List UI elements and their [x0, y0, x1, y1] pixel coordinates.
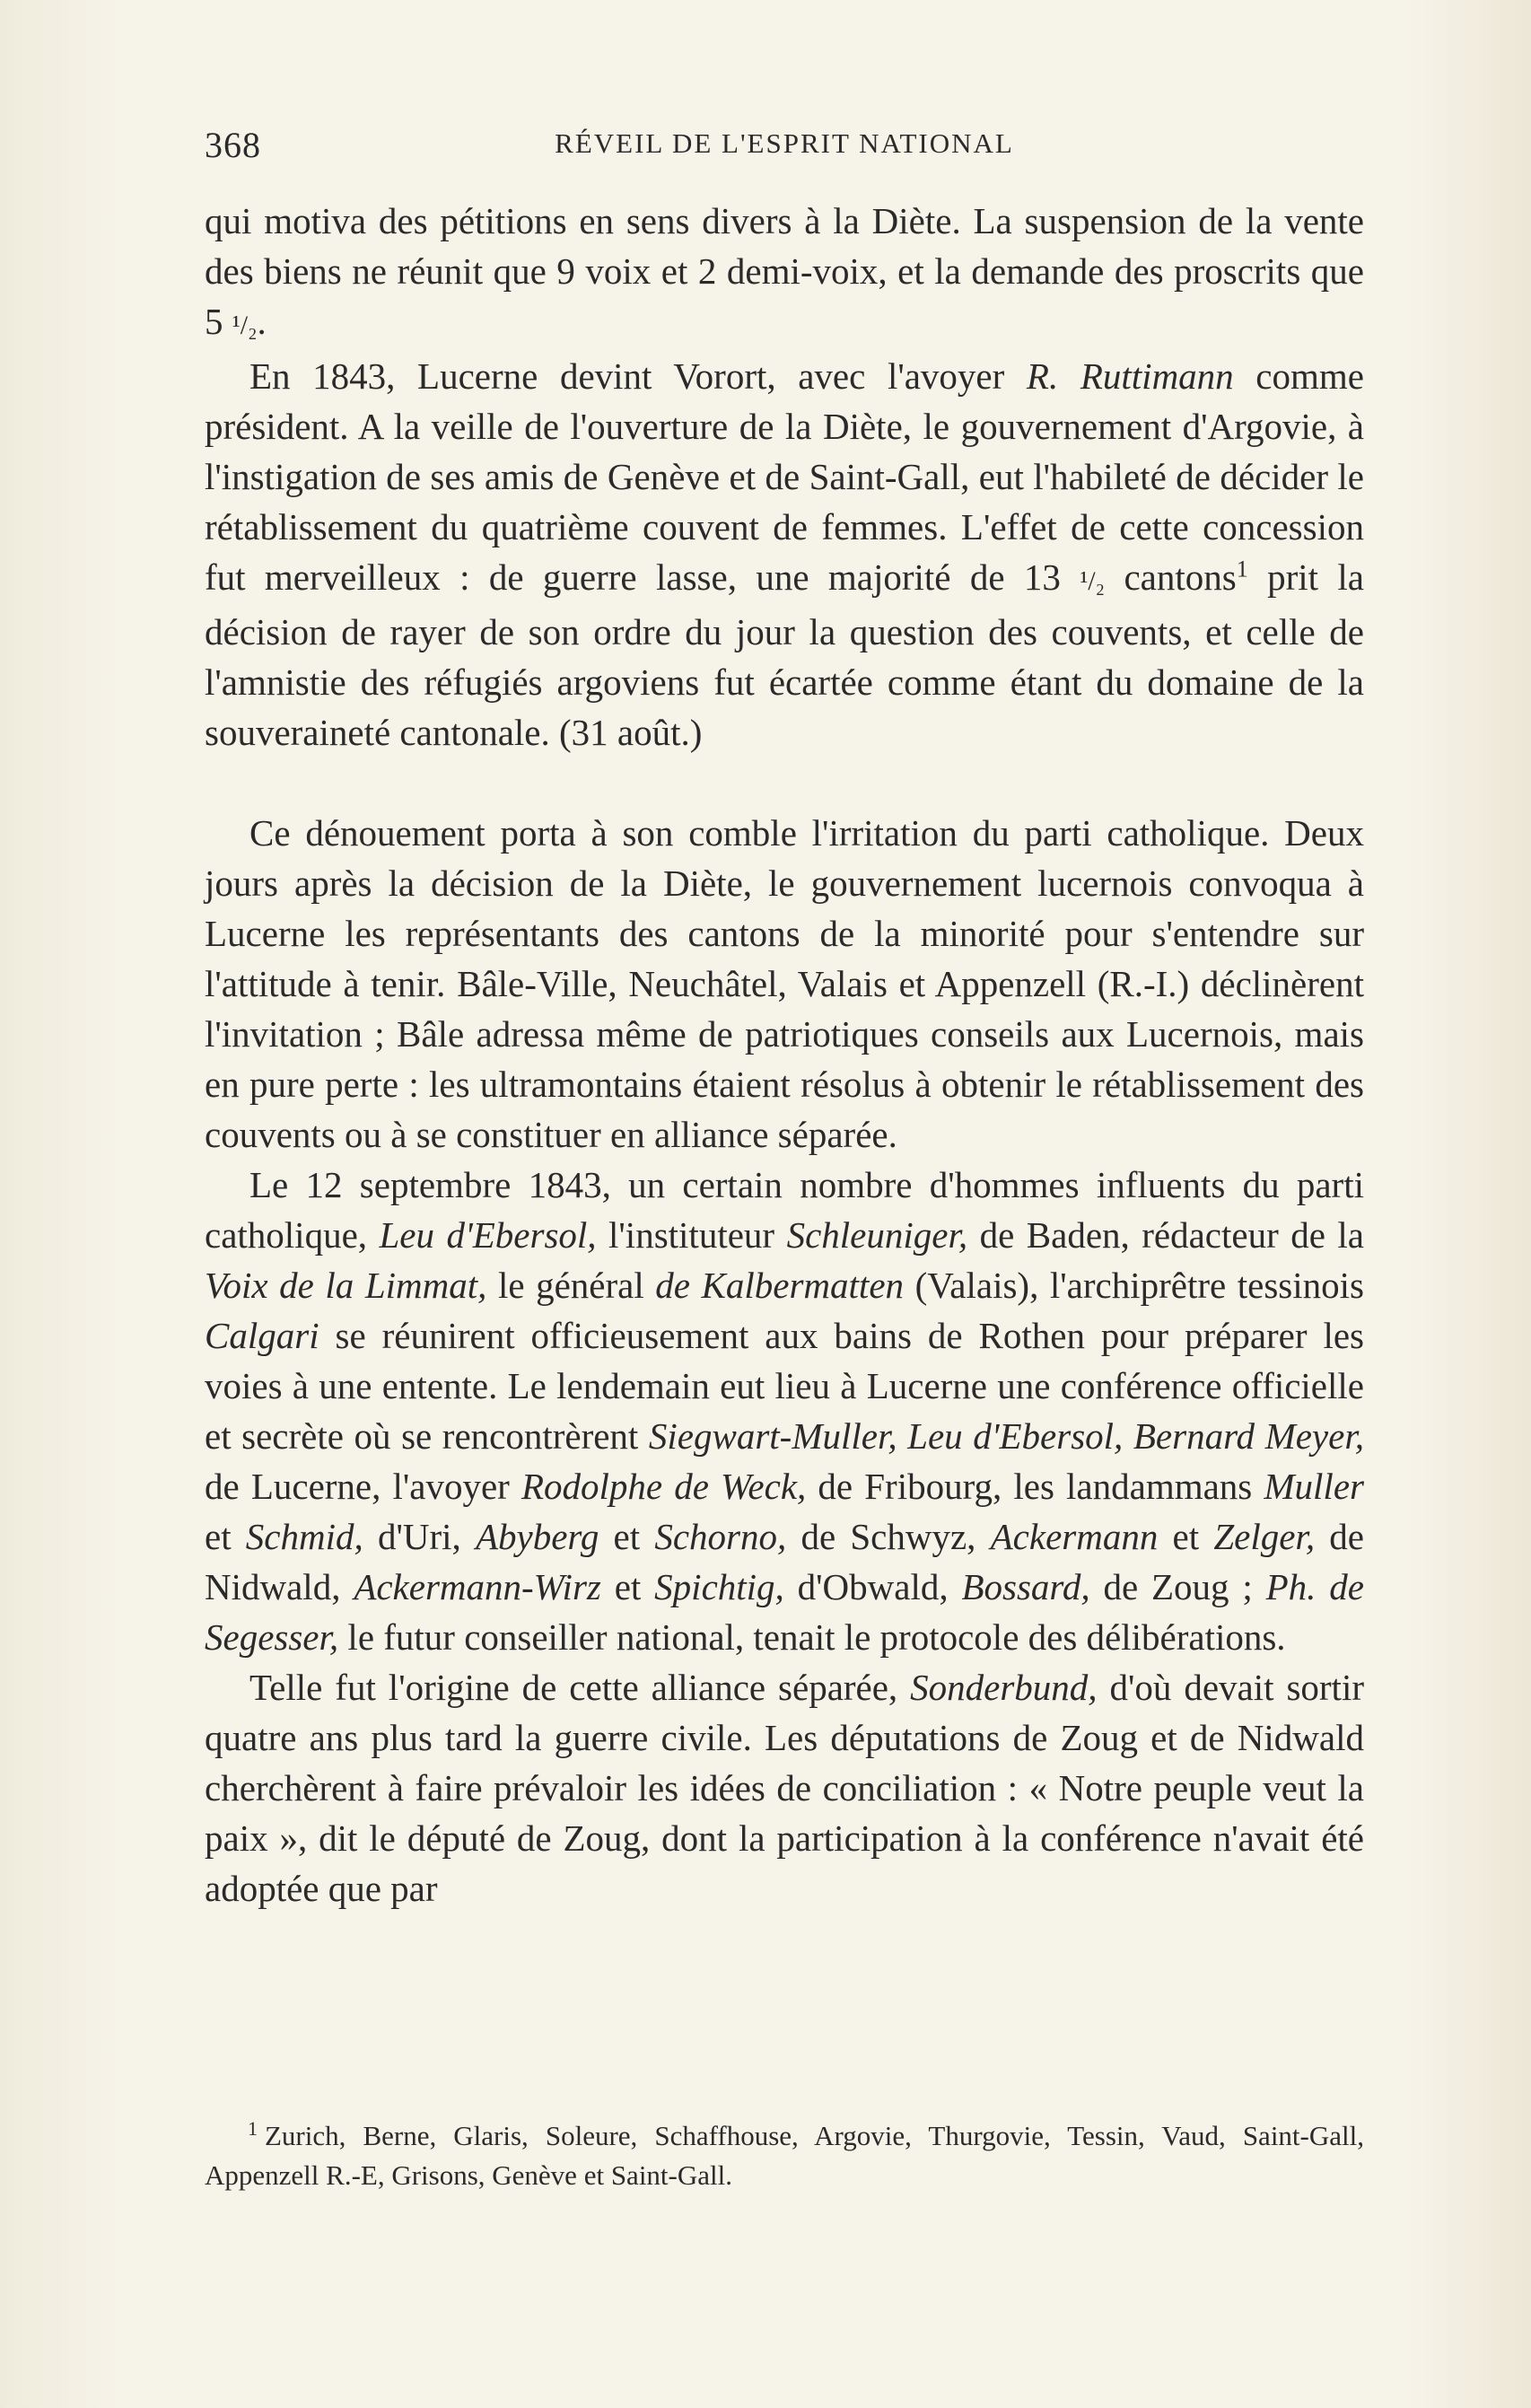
running-head: RÉVEIL DE L'ESPRIT NATIONAL	[555, 127, 1014, 159]
person-name: Siegwart-Muller, Leu d'Ebersol, Bernard Meyer,	[648, 1415, 1364, 1457]
text-span: et	[599, 1516, 655, 1557]
person-name: Zelger,	[1213, 1516, 1316, 1557]
text-span: Telle fut l'origine de cette alliance séparée,	[249, 1667, 911, 1708]
text-span: se réunirent officieusement aux bains de Rothen pour préparer les voies à une entente. Le lendemain eut lieu à Lucerne une conférence officielle et secrète où se rencontrèrent	[205, 1315, 1364, 1457]
text-span: de Nidwald,	[205, 1516, 1364, 1607]
footnote-mark: 1	[248, 2116, 258, 2140]
paragraph-3: Ce dénouement porta à son comble l'irritation du parti catholique. Deux jours après la décision de la Diète, le gouvernement lucernois convoqua à Lucerne les représentants des cantons de la minorité pour s'entendre sur l'attitude à tenir. Bâle-Ville, Neuchâtel, Valais et Appenzell (R.-I.) déclinèrent l'invitation ; Bâle adressa même de patriotiques conseils aux Lucernois, mais en pure perte : les ultramontains étaient résolus à obtenir le rétablissement des couvents ou à se constituer en alliance séparée.	[205, 812, 1364, 1155]
text-span: (Valais), l'archiprêtre tessinois	[904, 1265, 1364, 1306]
text-span: d'Uri,	[363, 1516, 476, 1557]
person-name: Rodolphe de Weck,	[521, 1466, 807, 1507]
body-text	[205, 196, 1364, 1913]
text-span: de Schwyz,	[786, 1516, 991, 1557]
fraction: ¹/₂	[1080, 566, 1106, 596]
footnote-reference[interactable]: 1	[1236, 556, 1248, 582]
text-span: Le 12 septembre 1843, un certain nombre d'hommes influents du parti catholique,	[205, 1164, 1364, 1256]
text-span: de Fribourg, les landammans	[806, 1466, 1264, 1507]
paragraph-2	[205, 351, 1364, 757]
person-name: Ph. de Segesser,	[205, 1566, 1364, 1658]
person-name: R. Ruttimann	[1026, 355, 1234, 397]
person-name: Schleuniger,	[786, 1214, 968, 1256]
text-span: d'Obwald,	[783, 1566, 962, 1607]
text-span: comme président. A la veille de l'ouverture de la Diète, le gouvernement d'Argovie, à l'instigation de ses amis de Genève et de Saint-Gall, eut l'habileté de décider le rétablissement du quatrième couvent de femmes. L'effet de cette concession fut merveilleux : de guerre lasse, une majorité de 13	[205, 355, 1364, 598]
text-span: et	[205, 1516, 246, 1557]
text-span: cantons	[1105, 556, 1237, 598]
page-header	[205, 124, 1364, 178]
fraction: ¹/₂	[232, 311, 258, 340]
publication-name: Voix de la Limmat,	[205, 1265, 487, 1306]
text-span: qui motiva des pétitions en sens divers à la Diète. La suspension de la vente des biens ne réunit que 9 voix et 2 demi-voix, et la demande des proscrits que 5	[205, 200, 1364, 342]
text-span: de Baden, rédacteur de la	[967, 1214, 1364, 1256]
paragraph-4	[205, 1160, 1364, 1662]
text-span: prit la décision de rayer de son ordre du jour la question des couvents, et celle de l'amnistie des réfugiés argoviens fut écartée comme étant du domaine de la souveraineté cantonale. (31 août.)	[205, 556, 1364, 753]
text-span: le général	[486, 1265, 656, 1306]
person-name: Calgari	[205, 1315, 319, 1356]
alliance-name: Sonderbund,	[910, 1667, 1098, 1708]
text-span: et	[1158, 1516, 1214, 1557]
text-span: En 1843, Lucerne devint Vorort, avec l'avoyer	[249, 355, 1027, 397]
page-number: 368	[205, 125, 261, 165]
person-name: Schmid,	[245, 1516, 363, 1557]
text-span: de Lucerne, l'avoyer	[205, 1466, 521, 1507]
text-span: et	[600, 1566, 655, 1607]
person-name: Bossard,	[961, 1566, 1090, 1607]
person-name: Spichtig,	[654, 1566, 784, 1607]
footnote-text: Zurich, Berne, Glaris, Soleure, Schaffhouse, Argovie, Thurgovie, Tessin, Vaud, Saint-Gall, Appenzell R.-E, Grisons, Genève et Saint-Gall.	[205, 2120, 1364, 2191]
text-span: .	[257, 301, 267, 342]
text-span: de Zoug ;	[1089, 1566, 1266, 1607]
text-span: le futur conseiller national, tenait le protocole des délibérations.	[338, 1616, 1286, 1658]
paragraph-1	[205, 196, 1364, 351]
person-name: Ackermann-Wirz	[354, 1566, 601, 1607]
text-span: l'instituteur	[596, 1214, 787, 1256]
person-name: Abyberg	[475, 1516, 599, 1557]
person-name: Schorno,	[654, 1516, 787, 1557]
person-name: de Kalbermatten	[655, 1265, 905, 1306]
text-span: d'où devait sortir quatre ans plus tard la guerre civile. Les députations de Zoug et de Nidwald cherchèrent à faire prévaloir les idées de conciliation : « Notre peuple veut la paix », dit le député de Zoug, dont la participation à la conférence n'avait été adoptée que par	[205, 1667, 1364, 1909]
person-name: Ackermann	[990, 1516, 1159, 1557]
footnote	[205, 2116, 1364, 2195]
paragraph-5	[205, 1662, 1364, 1913]
person-name: Leu d'Ebersol,	[379, 1214, 597, 1256]
person-name: Muller	[1264, 1466, 1364, 1507]
